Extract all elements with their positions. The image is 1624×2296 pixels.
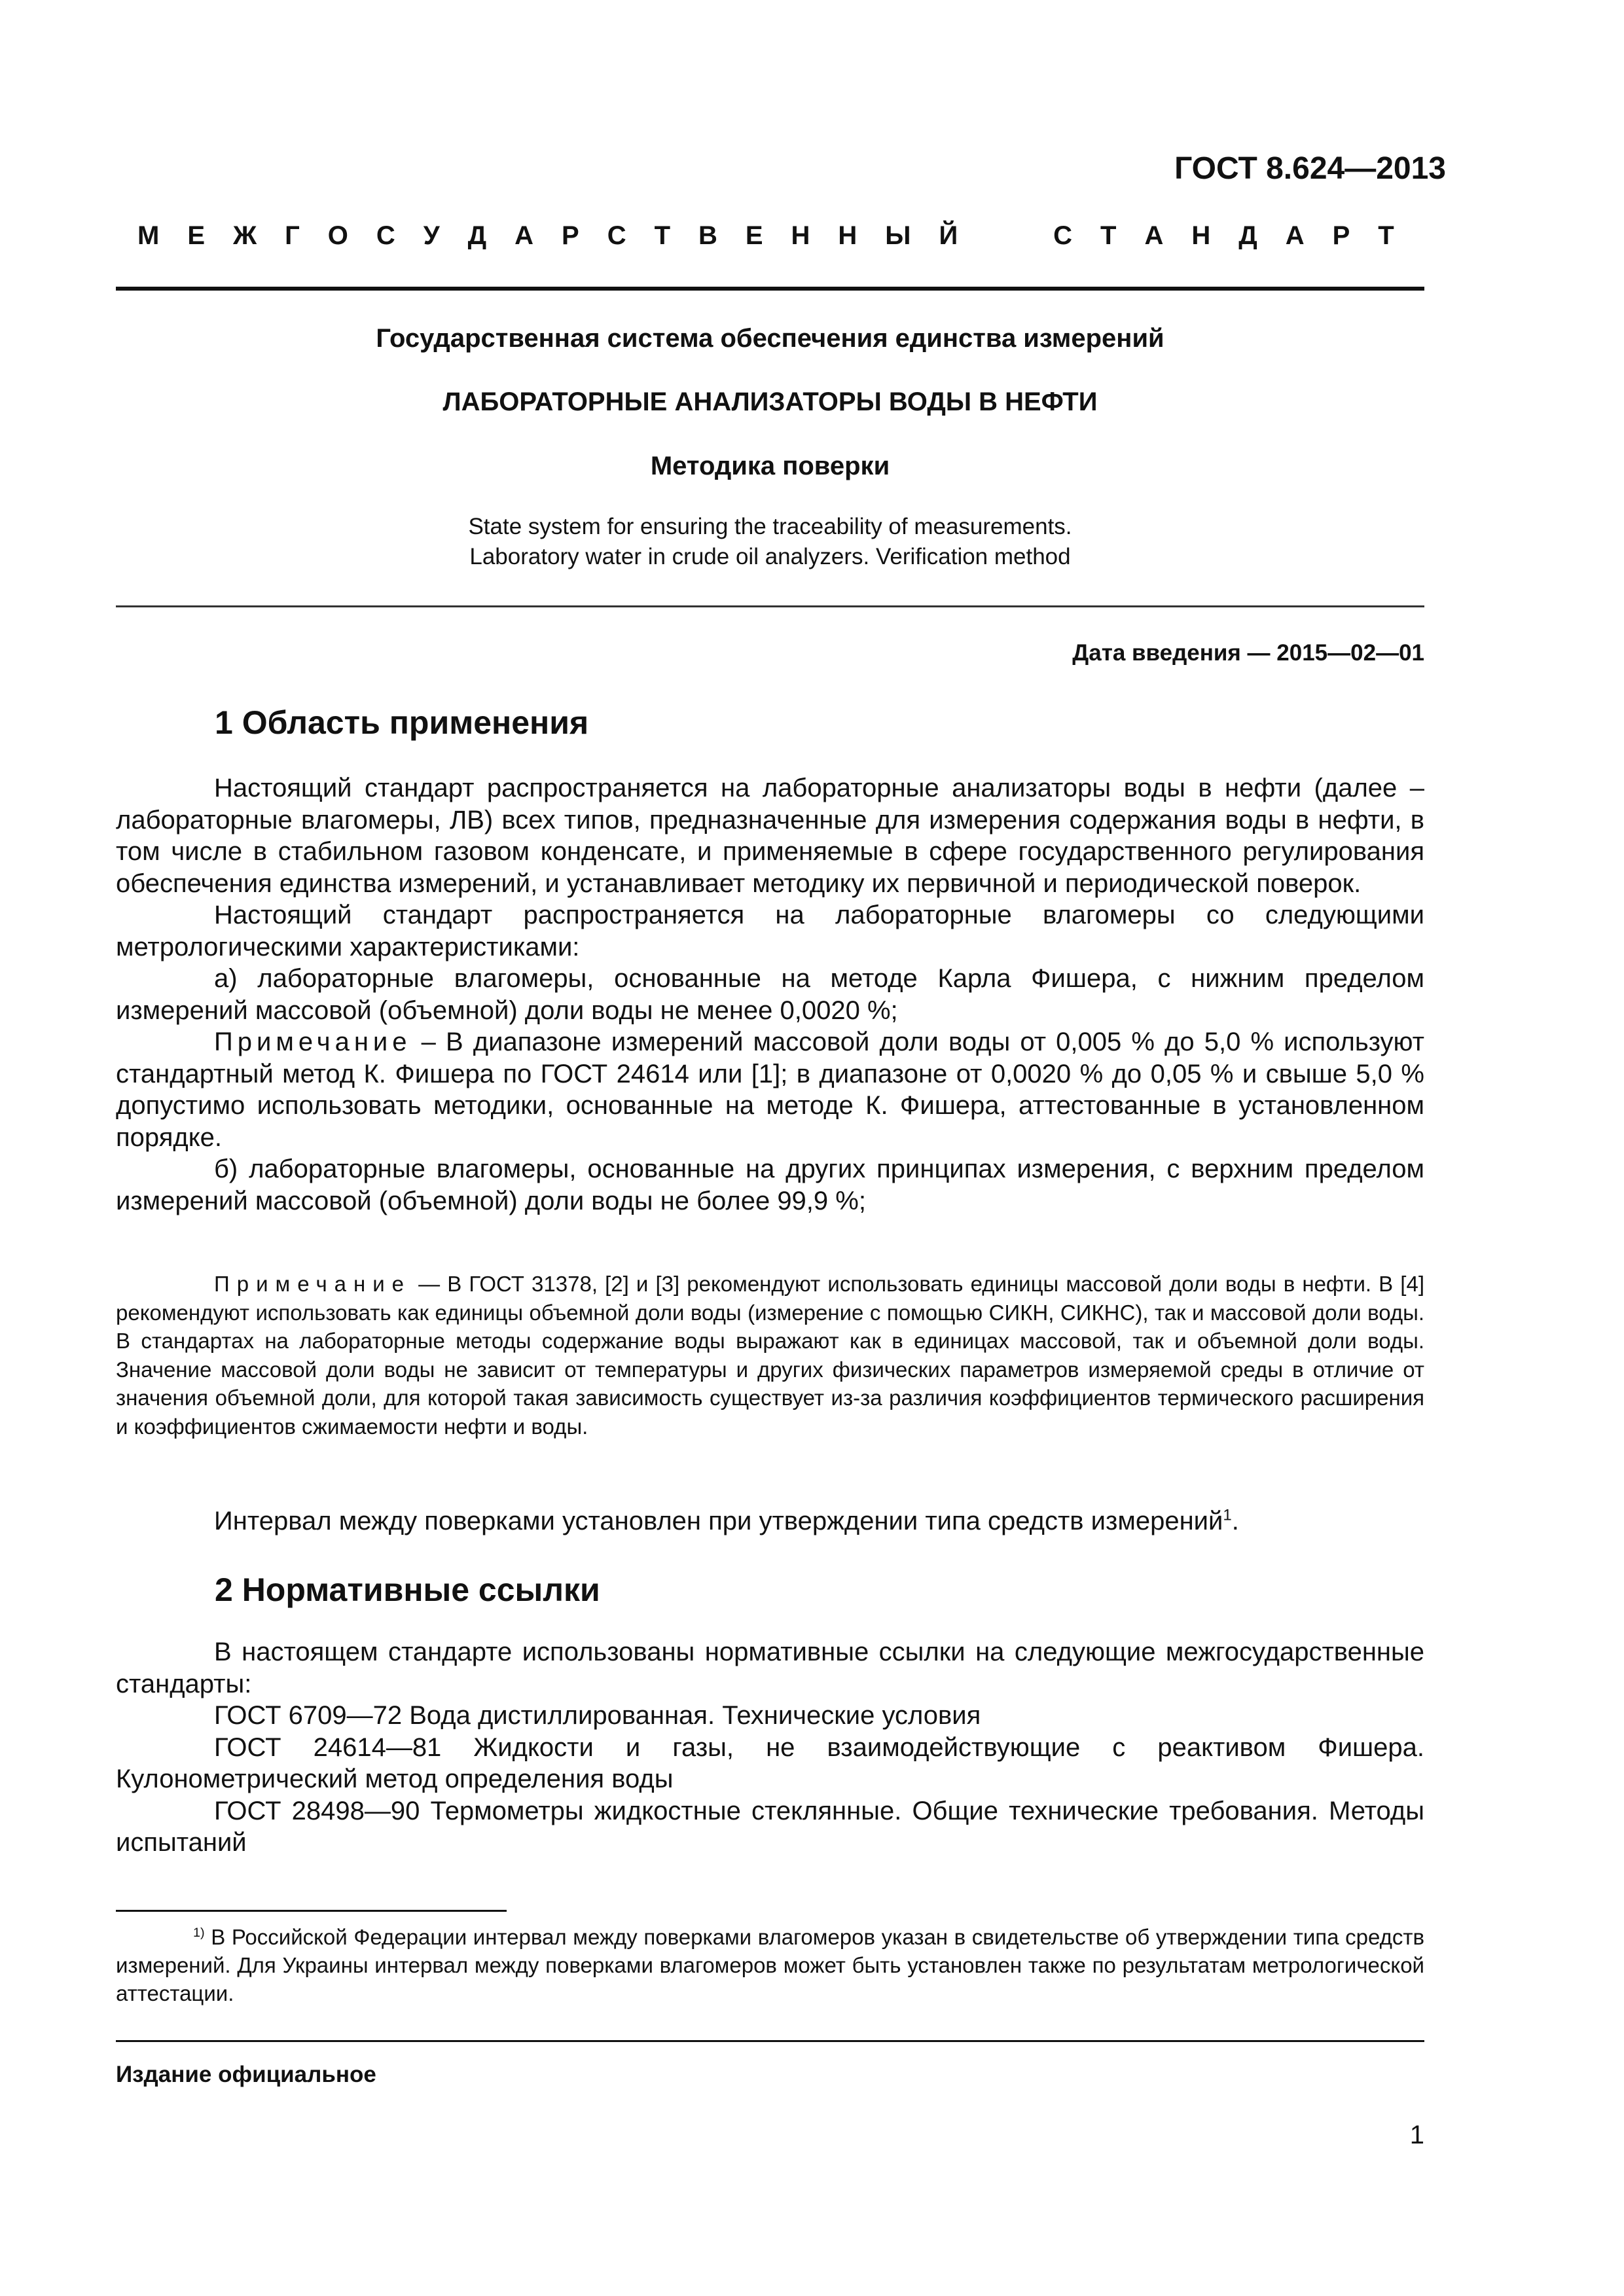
banner-letter: С xyxy=(1053,221,1073,250)
english-title-line: State system for ensuring the traceability of measurements. xyxy=(468,514,1072,539)
note-text: – В диапазоне измерений массовой доли воды от 0,005 % до 5,0 % используют стандартный метод К. Фишера по ГОСТ 24614 или [1]; в диапазоне от 0,0020 % до 0,05 % и свыше 5,0 % допустимо использовать методики, основанные на методе К. Фишера, аттестованные в установленном порядке. xyxy=(116,1028,1424,1152)
banner-letter: А xyxy=(1144,221,1164,250)
banner-letter: Й xyxy=(939,221,958,250)
note-label: Примечание xyxy=(214,1272,412,1296)
paragraph: а) лабораторные влагомеры, основанные на методе Карла Фишера, с нижним пределом измерений массовой (объемной) доли воды не менее 0,0020 %; xyxy=(116,964,1424,1025)
footnote-paragraph xyxy=(116,1923,1424,2007)
banner-letter: М xyxy=(137,221,160,250)
paragraph-end: . xyxy=(1231,1507,1239,1535)
document-title: ЛАБОРАТОРНЫЕ АНАЛИЗАТОРЫ ВОДЫ В НЕФТИ xyxy=(442,387,1098,416)
footnote-mark: 1) xyxy=(193,1926,205,1940)
banner-letter: А xyxy=(514,221,534,250)
section-1-body xyxy=(116,772,1424,1217)
banner-letter: Н xyxy=(791,221,810,250)
footnote-text: В Российской Федерации интервал между поверками влагомеров указан в свидетельстве об утверждении типа средств измерений. Для Украины интервал между поверками влагомеров может быть установлен также по результатам метрологической аттестации. xyxy=(116,1925,1424,2005)
banner-word-gap xyxy=(986,221,1025,251)
banner-letter: Г xyxy=(285,221,300,250)
paragraph: Настоящий стандарт распространяется на лабораторные анализаторы воды в нефти (далее – лабораторные влагомеры, ЛВ) всех типов, предназначенные для измерения содержания воды в нефти, в том числе в стабильном газовом конденсате, и применяемые в сфере государственного регулирования обеспечения единства измерений, и устанавливает методику их первичной и периодической поверок. xyxy=(116,774,1424,898)
banner-letter: Ы xyxy=(885,221,911,250)
banner-letter: Е xyxy=(187,221,205,250)
banner-letter: Т xyxy=(654,221,670,250)
note-text: — В ГОСТ 31378, [2] и [3] рекомендуют использовать единицы массовой доли воды в нефти. В [4] рекомендуют использовать как единицы объемной доли воды (измерение с помощью СИКН, СИКНС), так и массовой доли воды. В стандартах на лабораторные методы содержание воды выражают как в единицах массовой, так и объемной доли воды. Значение массовой доли воды не зависит от температуры и других физических параметров измеряемой среды в отличие от значения объемной доли, для которой такая зависимость существует из-за различия коэффициентов термического расширения и коэффициентов сжимаемости нефти и воды. xyxy=(116,1272,1424,1439)
banner-letter: Т xyxy=(1378,221,1394,250)
normative-reference: ГОСТ 24614—81 Жидкости и газы, не взаимодействующие с реактивом Фишера. Кулонометрический метод определения воды xyxy=(116,1732,1424,1793)
title-divider xyxy=(116,605,1424,607)
note-paragraph xyxy=(116,1270,1424,1441)
document-subtitle: Методика поверки xyxy=(650,452,890,480)
interstate-standard-banner xyxy=(137,221,1394,251)
banner-letter: Р xyxy=(1332,221,1350,250)
english-title xyxy=(116,512,1424,572)
banner-letter: С xyxy=(376,221,395,250)
note-block xyxy=(116,1270,1424,1441)
banner-letter: В xyxy=(698,221,717,250)
normative-reference: ГОСТ 6709—72 Вода дистиллированная. Технические условия xyxy=(214,1701,981,1730)
paragraph: Настоящий стандарт распространяется на лабораторные влагомеры со следующими метрологическими характеристиками: xyxy=(116,901,1424,961)
banner-letter: Н xyxy=(1191,221,1211,250)
note-label: Примечание xyxy=(214,1028,412,1056)
paragraph: б) лабораторные влагомеры, основанные на других принципах измерения, с верхним пределом измерений массовой (объемной) доли воды не более 99,9 %; xyxy=(116,1155,1424,1215)
banner-letter: С xyxy=(607,221,626,250)
footnote-reference[interactable]: 1 xyxy=(1223,1506,1232,1524)
paragraph: В настоящем стандарте использованы нормативные ссылки на следующие межгосударственные стандарты: xyxy=(116,1638,1424,1698)
banner-letter: Ж xyxy=(232,221,257,250)
inline-note xyxy=(116,1026,1424,1153)
verification-interval-paragraph xyxy=(116,1505,1424,1537)
header-divider xyxy=(116,287,1424,291)
paragraph xyxy=(116,1505,1424,1537)
normative-reference: ГОСТ 28498—90 Термометры жидкостные стеклянные. Общие технические требования. Методы испытаний xyxy=(116,1796,1424,1857)
footer-divider xyxy=(116,2040,1424,2042)
section-1-heading: 1 Область применения xyxy=(215,704,589,741)
paragraph-text: Интервал между поверками установлен при утверждении типа средств измерений xyxy=(214,1507,1223,1535)
introduction-date: Дата введения — 2015—02—01 xyxy=(1072,640,1424,666)
official-edition-label: Издание официальное xyxy=(116,2062,376,2087)
system-title: Государственная система обеспечения единства измерений xyxy=(376,324,1164,353)
banner-letter: Д xyxy=(1238,221,1257,250)
footnote xyxy=(116,1923,1424,2007)
section-2-heading: 2 Нормативные ссылки xyxy=(215,1571,600,1608)
page-number: 1 xyxy=(1409,2121,1424,2149)
banner-letter: Е xyxy=(745,221,763,250)
banner-letter: О xyxy=(327,221,348,250)
banner-letter: А xyxy=(1285,221,1305,250)
banner-letter: У xyxy=(423,221,440,250)
banner-letter: Н xyxy=(838,221,857,250)
english-title-line: Laboratory water in crude oil analyzers. Verification method xyxy=(469,544,1071,569)
standard-designation: ГОСТ 8.624—2013 xyxy=(1174,151,1446,186)
section-2-body xyxy=(116,1636,1424,1859)
banner-letter: Р xyxy=(562,221,579,250)
footnote-separator xyxy=(116,1910,507,1912)
banner-letter: Т xyxy=(1100,221,1117,250)
banner-letter: Д xyxy=(467,221,487,250)
